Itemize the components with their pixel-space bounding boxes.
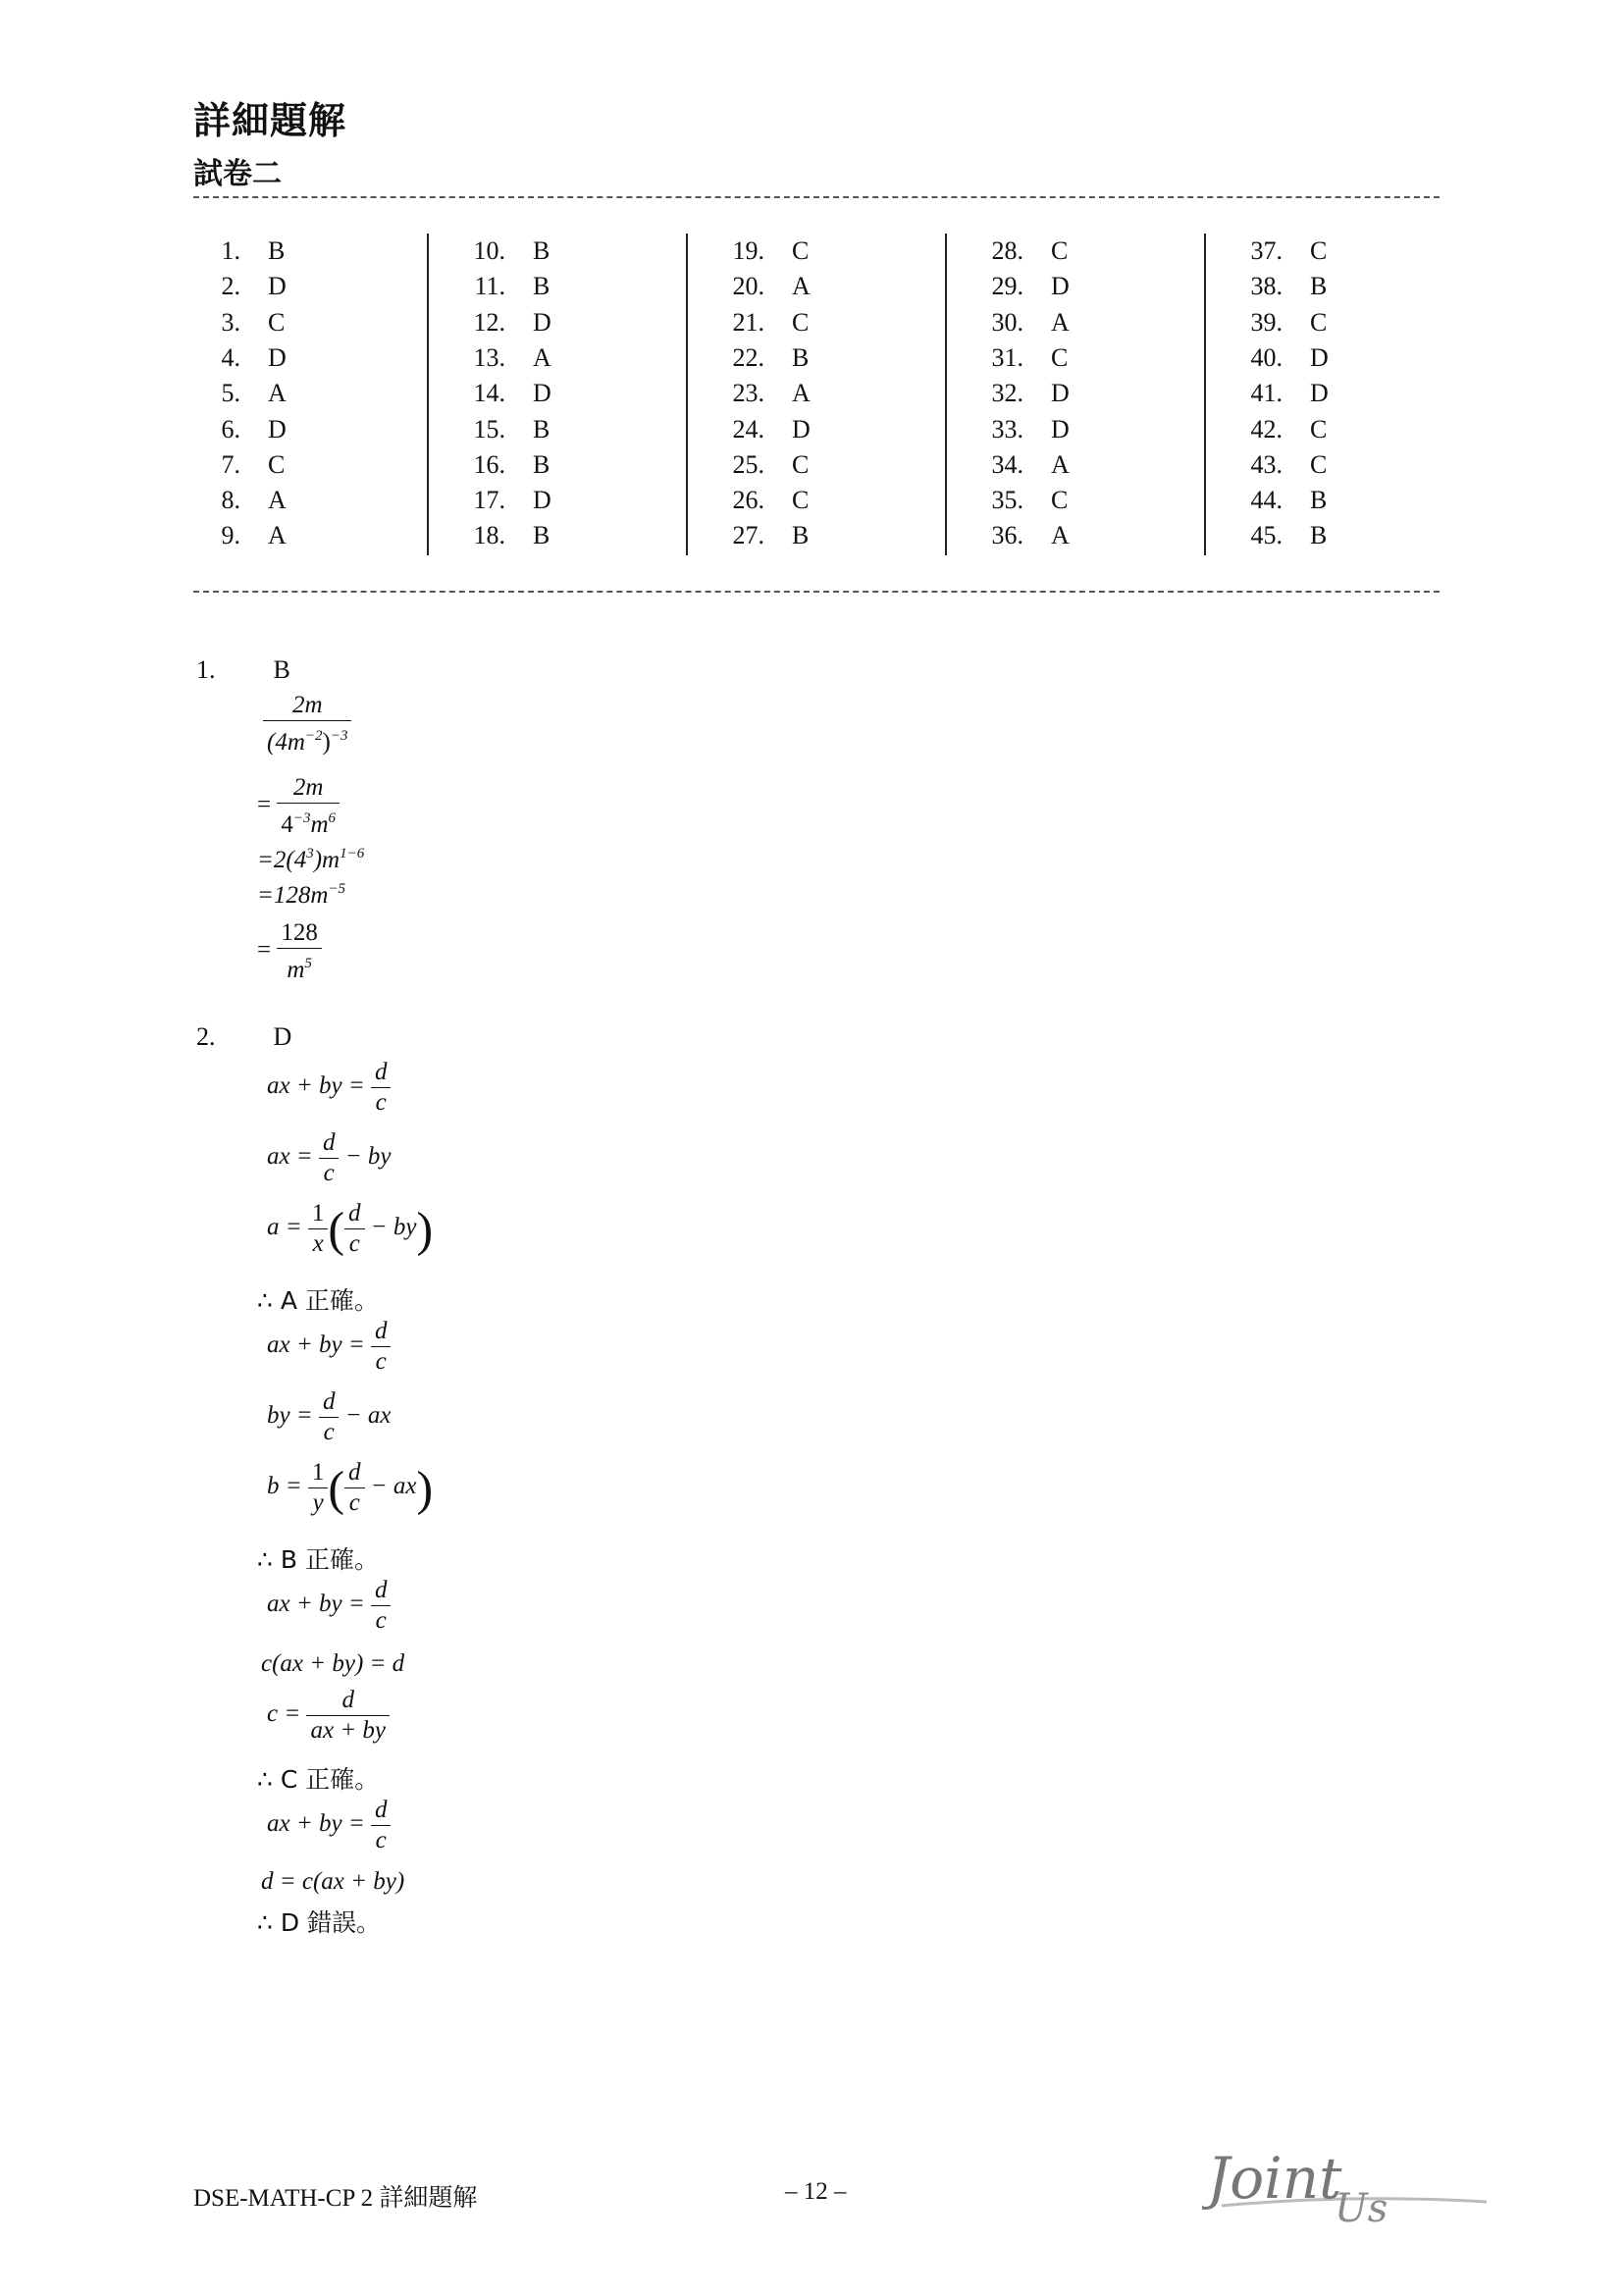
top-divider (193, 196, 1440, 198)
q2-a-step-2: ax = $\frac{d}{c}$ − by (267, 1129, 392, 1186)
answer-letter: D (1051, 379, 1070, 408)
answer-letter: B (1310, 272, 1328, 301)
answer-number: 38. (1250, 272, 1283, 301)
answer-letter: A (268, 521, 287, 550)
answer-number: 3. (221, 307, 240, 337)
answer-letter: B (533, 272, 550, 301)
answer-number: 9. (221, 521, 240, 550)
answer-number: 41. (1250, 379, 1283, 408)
answer-number: 11. (474, 272, 505, 301)
answer-letter: C (792, 486, 810, 515)
answer-row (193, 483, 287, 518)
answer-number: 35. (991, 486, 1023, 515)
answer-row (458, 447, 550, 483)
answer-number: 42. (1250, 414, 1283, 444)
answer-letter: A (792, 272, 811, 301)
answer-letter: D (268, 342, 287, 372)
answer-row (193, 340, 287, 376)
answer-row (717, 447, 809, 483)
answer-letter: D (533, 379, 551, 408)
answer-row (1235, 518, 1327, 553)
answer-letter: D (533, 307, 551, 337)
answer-row (458, 269, 550, 304)
answer-letter: B (1310, 521, 1328, 550)
q2-d-step-1: ax + by = $\frac{d}{c}$ (267, 1796, 391, 1855)
q2-c-step-2: c(ax + by) = d (261, 1650, 405, 1677)
answer-letter: C (792, 307, 810, 337)
answer-number: 12. (473, 307, 505, 337)
answer-number: 1. (221, 236, 240, 265)
question-number: 2. (196, 1022, 216, 1051)
q2-a-conclusion: ∴ A 正確。 (257, 1286, 379, 1315)
answer-row (1235, 234, 1327, 269)
answer-row (1235, 305, 1327, 340)
answer-number: 20. (732, 272, 764, 301)
answer-number: 21. (732, 307, 764, 337)
q1-step-4: $=128m^{-5}$ (257, 881, 346, 909)
answer-column (945, 234, 1200, 555)
answer-row (976, 518, 1070, 553)
answer-letter: D (1310, 342, 1329, 372)
answer-letter: A (268, 379, 287, 408)
answer-row (193, 412, 287, 447)
answer-letter: B (533, 414, 550, 444)
q1-step-3: $=2(4^3)m^{1-6}$ (257, 846, 365, 873)
answer-letter: D (1310, 379, 1329, 408)
answer-letter: A (792, 379, 811, 408)
question-1-header (196, 655, 290, 685)
answer-row (976, 447, 1070, 483)
q2-c-conclusion: ∴ C 正確。 (257, 1765, 380, 1794)
answer-row (193, 447, 285, 483)
answer-row (976, 340, 1068, 376)
answer-column (686, 234, 941, 555)
answer-row (458, 305, 551, 340)
answer-number: 36. (991, 521, 1023, 550)
answer-letter: B (533, 521, 550, 550)
question-answer: B (273, 655, 290, 684)
q2-a-step-3: a = $\frac{1}{x}$ ( $\frac{d}{c}$ − by) (267, 1200, 434, 1257)
answer-letter: D (1051, 272, 1070, 301)
answer-column (193, 234, 419, 555)
answer-letter: C (268, 307, 286, 337)
answer-letter: C (1310, 307, 1328, 337)
answer-row (193, 305, 285, 340)
answer-row (717, 412, 811, 447)
answer-row (1235, 376, 1329, 411)
answer-number: 26. (732, 486, 764, 515)
answer-letter: A (1051, 521, 1070, 550)
q1-step-5: = $\frac{128}{m^5}$ (257, 918, 322, 985)
q2-c-step-3: c = $\frac{d}{ax + by}$ (267, 1686, 390, 1746)
answer-row (458, 483, 551, 518)
answer-row (717, 305, 809, 340)
answer-number: 43. (1250, 449, 1283, 479)
answer-letter: A (1051, 307, 1070, 337)
answer-row (717, 518, 809, 553)
answer-number: 17. (473, 486, 505, 515)
answer-number: 14. (473, 379, 505, 408)
question-number: 1. (196, 655, 216, 684)
answer-row (458, 412, 550, 447)
answer-letter: B (792, 342, 810, 372)
answer-letter: C (1310, 449, 1328, 479)
answer-number: 32. (991, 379, 1023, 408)
answer-number: 4. (221, 342, 240, 372)
answer-row (458, 518, 550, 553)
answer-row (976, 234, 1068, 269)
answer-grid-divider (193, 591, 1440, 593)
answer-number: 22. (732, 342, 764, 372)
answer-row (976, 376, 1070, 411)
q2-c-step-1: ax + by = $\frac{d}{c}$ (267, 1576, 391, 1636)
q1-step-2: = $\frac{2m}{4^{-3}m^6}$ (257, 773, 340, 840)
answer-number: 30. (991, 307, 1023, 337)
answer-number: 27. (732, 521, 764, 550)
q2-b-step-1: ax + by = $\frac{d}{c}$ (267, 1317, 391, 1377)
answer-letter: C (1051, 236, 1069, 265)
answer-letter: A (268, 486, 287, 515)
paper-subtitle: 試卷二 (193, 157, 282, 191)
answer-row (976, 412, 1070, 447)
answer-number: 23. (732, 379, 764, 408)
logo-text-us: Us (1335, 2186, 1388, 2225)
answer-grid (193, 234, 1440, 557)
answer-number: 19. (732, 236, 764, 265)
answer-row (717, 234, 809, 269)
answer-letter: A (533, 342, 551, 372)
q2-d-step-2: d = c(ax + by) (261, 1868, 405, 1895)
question-answer: D (273, 1022, 292, 1051)
answer-number: 45. (1250, 521, 1283, 550)
answer-letter: D (268, 272, 287, 301)
answer-letter: D (1051, 414, 1070, 444)
answer-number: 13. (473, 342, 505, 372)
answer-row (1235, 269, 1327, 304)
answer-letter: B (1310, 486, 1328, 515)
answer-number: 28. (991, 236, 1023, 265)
answer-letter: C (792, 236, 810, 265)
answer-row (1235, 412, 1327, 447)
answer-row (458, 376, 551, 411)
answer-letter: D (792, 414, 811, 444)
answer-number: 8. (221, 486, 240, 515)
page-number: – 12 – (785, 2178, 847, 2205)
answer-row (193, 269, 287, 304)
answer-row (976, 269, 1070, 304)
answer-row (717, 269, 811, 304)
answer-letter: C (1310, 414, 1328, 444)
answer-row (193, 376, 287, 411)
answer-row (717, 483, 809, 518)
answer-letter: B (533, 449, 550, 479)
answer-column (427, 234, 682, 555)
q2-b-conclusion: ∴ B 正確。 (257, 1545, 379, 1574)
page-title: 詳細題解 (193, 99, 347, 142)
answer-number: 18. (473, 521, 505, 550)
answer-letter: B (268, 236, 286, 265)
q1-step-1: $\frac{2m}{(4m^{-2})^{-3}}$ (263, 691, 351, 757)
answer-row (1235, 483, 1327, 518)
q2-a-step-1: ax + by = $\frac{d}{c}$ (267, 1058, 391, 1118)
answer-letter: C (268, 449, 286, 479)
answer-number: 25. (732, 449, 764, 479)
answer-letter: D (533, 486, 551, 515)
q2-b-step-2: by = $\frac{d}{c}$ − ax (267, 1388, 392, 1445)
answer-row (976, 305, 1070, 340)
answer-number: 34. (991, 449, 1023, 479)
q2-b-step-3: b = $\frac{1}{y}$ ( $\frac{d}{c}$ − ax) (267, 1459, 434, 1516)
answer-number: 7. (221, 449, 240, 479)
answer-column (1204, 234, 1441, 555)
answer-row (1235, 447, 1327, 483)
answer-number: 40. (1250, 342, 1283, 372)
answer-number: 15. (473, 414, 505, 444)
answer-row (1235, 340, 1329, 376)
answer-number: 44. (1250, 486, 1283, 515)
logo-text-joint: Joint (1207, 2145, 1342, 2212)
answer-letter: A (1051, 449, 1070, 479)
answer-letter: C (1051, 342, 1069, 372)
answer-number: 2. (221, 272, 240, 301)
answer-row (458, 234, 550, 269)
answer-letter: C (1051, 486, 1069, 515)
joint-us-logo (1202, 2137, 1496, 2225)
answer-row (717, 340, 809, 376)
answer-row (717, 376, 811, 411)
answer-letter: D (268, 414, 287, 444)
question-2-header (196, 1022, 291, 1052)
answer-number: 31. (991, 342, 1023, 372)
answer-letter: B (533, 236, 550, 265)
answer-row (193, 518, 287, 553)
answer-number: 37. (1250, 236, 1283, 265)
answer-letter: C (792, 449, 810, 479)
footer-paper-code: DSE-MATH-CP 2 詳細題解 (193, 2185, 478, 2212)
answer-number: 16. (473, 449, 505, 479)
answer-letter: B (792, 521, 810, 550)
answer-number: 24. (732, 414, 764, 444)
answer-letter: C (1310, 236, 1328, 265)
answer-number: 33. (991, 414, 1023, 444)
answer-number: 6. (221, 414, 240, 444)
answer-row (976, 483, 1068, 518)
answer-row (193, 234, 285, 269)
answer-row (458, 340, 551, 376)
answer-number: 5. (221, 379, 240, 408)
answer-number: 39. (1250, 307, 1283, 337)
answer-number: 29. (991, 272, 1023, 301)
answer-number: 10. (473, 236, 505, 265)
q2-d-conclusion: ∴ D 錯誤。 (257, 1908, 382, 1937)
